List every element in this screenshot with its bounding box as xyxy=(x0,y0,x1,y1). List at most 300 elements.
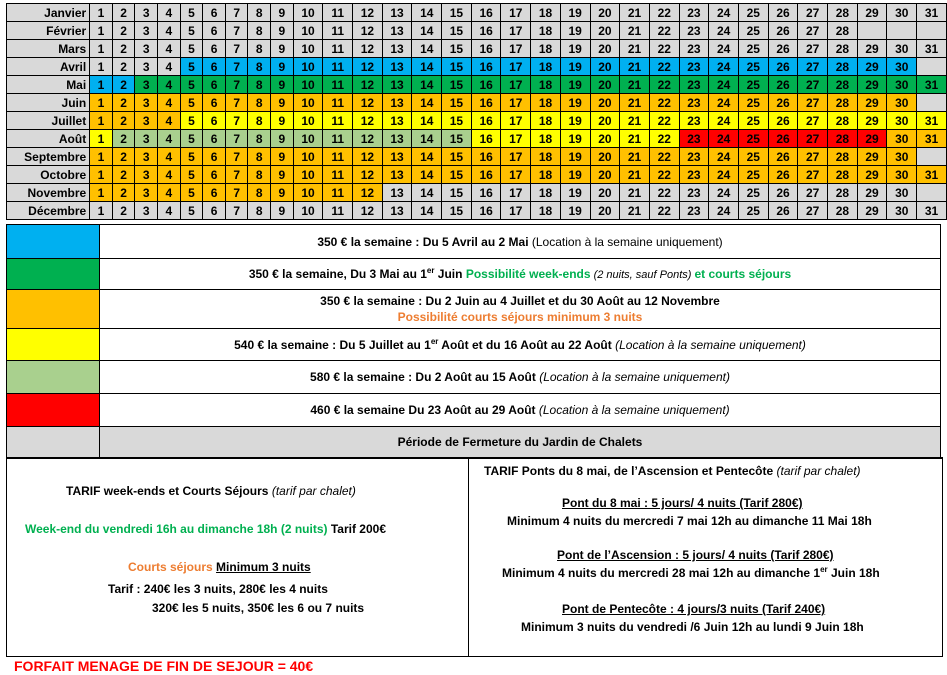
day-cell: 2 xyxy=(112,202,135,220)
day-cell: 25 xyxy=(738,4,768,22)
day-cell: 29 xyxy=(857,184,887,202)
day-cell: 2 xyxy=(112,4,135,22)
day-cell: 25 xyxy=(738,148,768,166)
day-cell: 21 xyxy=(620,166,650,184)
day-cell: 9 xyxy=(271,58,294,76)
legend-green-courts: et courts séjours xyxy=(694,266,792,281)
day-cell: 3 xyxy=(135,76,158,94)
day-cell: 27 xyxy=(798,22,828,40)
day-cell: 1 xyxy=(90,4,113,22)
day-cell: 11 xyxy=(323,4,353,22)
day-cell: 15 xyxy=(442,40,472,58)
day-cell: 17 xyxy=(501,22,531,40)
day-cell: 8 xyxy=(248,58,271,76)
day-cell: 12 xyxy=(353,184,383,202)
pont-pentecote-text: Minimum 3 nuits du vendredi /6 Juin 12h au lundi 9 Juin 18h xyxy=(521,620,864,634)
day-cell: 3 xyxy=(135,40,158,58)
day-cell: 22 xyxy=(649,166,679,184)
day-cell: 24 xyxy=(709,22,739,40)
day-cell: 26 xyxy=(768,22,798,40)
month-label: Septembre xyxy=(7,148,90,166)
day-cell: 3 xyxy=(135,130,158,148)
day-cell xyxy=(917,148,947,166)
month-label: Octobre xyxy=(7,166,90,184)
day-cell: 24 xyxy=(709,166,739,184)
month-label: Mars xyxy=(7,40,90,58)
day-cell: 21 xyxy=(620,112,650,130)
day-cell: 26 xyxy=(768,130,798,148)
day-cell: 20 xyxy=(590,184,620,202)
day-cell: 17 xyxy=(501,58,531,76)
day-cell: 2 xyxy=(112,130,135,148)
day-cell: 18 xyxy=(531,76,561,94)
day-cell: 26 xyxy=(768,4,798,22)
day-cell: 12 xyxy=(353,40,383,58)
day-cell: 15 xyxy=(442,202,472,220)
day-cell: 7 xyxy=(225,166,248,184)
courts-tarif-line2: 320€ les 5 nuits, 350€ les 6 ou 7 nuits xyxy=(152,601,365,615)
day-cell: 20 xyxy=(590,58,620,76)
day-cell: 3 xyxy=(135,4,158,22)
calendar-row xyxy=(7,148,947,166)
day-cell: 2 xyxy=(112,58,135,76)
day-cell: 18 xyxy=(531,4,561,22)
day-cell: 18 xyxy=(531,94,561,112)
day-cell: 11 xyxy=(323,148,353,166)
day-cell: 2 xyxy=(112,184,135,202)
day-cell: 18 xyxy=(531,166,561,184)
day-cell: 18 xyxy=(531,58,561,76)
day-cell: 19 xyxy=(560,130,590,148)
day-cell: 5 xyxy=(180,202,203,220)
day-cell: 8 xyxy=(248,4,271,22)
day-cell: 20 xyxy=(590,148,620,166)
calendar-table xyxy=(6,3,947,220)
day-cell: 14 xyxy=(412,112,442,130)
day-cell: 4 xyxy=(158,166,181,184)
day-cell: 25 xyxy=(738,94,768,112)
day-cell: 22 xyxy=(649,40,679,58)
day-cell: 8 xyxy=(248,184,271,202)
day-cell: 17 xyxy=(501,184,531,202)
day-cell xyxy=(917,58,947,76)
day-cell: 15 xyxy=(442,94,472,112)
day-cell: 3 xyxy=(135,94,158,112)
day-cell: 6 xyxy=(203,148,226,166)
day-cell: 19 xyxy=(560,22,590,40)
day-cell: 20 xyxy=(590,22,620,40)
day-cell: 28 xyxy=(828,184,858,202)
day-cell: 18 xyxy=(531,22,561,40)
day-cell: 11 xyxy=(323,202,353,220)
day-cell: 30 xyxy=(887,130,917,148)
day-cell: 8 xyxy=(248,94,271,112)
day-cell: 19 xyxy=(560,4,590,22)
day-cell: 2 xyxy=(112,112,135,130)
day-cell: 28 xyxy=(828,112,858,130)
day-cell: 5 xyxy=(180,148,203,166)
day-cell: 4 xyxy=(158,130,181,148)
day-cell: 4 xyxy=(158,58,181,76)
legend-green-note: (2 nuits, sauf Ponts) xyxy=(590,268,695,281)
legend-green-weekends: Possibilité week-ends xyxy=(465,266,591,281)
day-cell: 24 xyxy=(709,130,739,148)
day-cell: 20 xyxy=(590,40,620,58)
day-cell: 9 xyxy=(271,22,294,40)
day-cell: 5 xyxy=(180,184,203,202)
day-cell: 6 xyxy=(203,130,226,148)
ponts-title: TARIF Ponts du 8 mai, de l’Ascension et Pentecôte xyxy=(484,464,774,478)
day-cell: 27 xyxy=(798,40,828,58)
day-cell: 9 xyxy=(271,76,294,94)
day-cell: 12 xyxy=(353,76,383,94)
day-cell: 5 xyxy=(180,130,203,148)
day-cell: 25 xyxy=(738,166,768,184)
day-cell: 7 xyxy=(225,40,248,58)
day-cell: 5 xyxy=(180,112,203,130)
day-cell: 14 xyxy=(412,148,442,166)
day-cell: 11 xyxy=(323,76,353,94)
day-cell: 25 xyxy=(738,112,768,130)
day-cell: 30 xyxy=(887,4,917,22)
tariff-legend xyxy=(6,224,941,458)
day-cell: 4 xyxy=(158,94,181,112)
day-cell: 25 xyxy=(738,202,768,220)
day-cell: 24 xyxy=(709,40,739,58)
day-cell: 12 xyxy=(353,166,383,184)
day-cell: 1 xyxy=(90,148,113,166)
day-cell: 20 xyxy=(590,112,620,130)
day-cell: 31 xyxy=(917,202,947,220)
legend-green-text-b: Juin xyxy=(434,266,466,281)
day-cell: 16 xyxy=(471,112,501,130)
day-cell: 10 xyxy=(293,148,323,166)
day-cell: 6 xyxy=(203,112,226,130)
day-cell: 3 xyxy=(135,148,158,166)
day-cell: 18 xyxy=(531,130,561,148)
day-cell: 6 xyxy=(203,4,226,22)
day-cell: 13 xyxy=(382,22,412,40)
day-cell: 23 xyxy=(679,76,709,94)
day-cell: 23 xyxy=(679,94,709,112)
day-cell: 29 xyxy=(857,40,887,58)
day-cell: 29 xyxy=(857,148,887,166)
day-cell: 9 xyxy=(271,202,294,220)
legend-yellow-note: (Location à la semaine uniquement) xyxy=(611,337,806,352)
day-cell: 20 xyxy=(590,166,620,184)
day-cell: 11 xyxy=(323,58,353,76)
month-label: Mai xyxy=(7,76,90,94)
day-cell: 28 xyxy=(828,202,858,220)
day-cell: 24 xyxy=(709,4,739,22)
day-cell: 5 xyxy=(180,94,203,112)
day-cell: 16 xyxy=(471,4,501,22)
day-cell: 3 xyxy=(135,112,158,130)
day-cell: 20 xyxy=(590,4,620,22)
day-cell: 15 xyxy=(442,112,472,130)
day-cell: 23 xyxy=(679,148,709,166)
day-cell: 13 xyxy=(382,112,412,130)
day-cell: 16 xyxy=(471,148,501,166)
day-cell: 4 xyxy=(158,40,181,58)
day-cell: 29 xyxy=(857,94,887,112)
day-cell: 14 xyxy=(412,76,442,94)
day-cell: 10 xyxy=(293,58,323,76)
day-cell: 4 xyxy=(158,184,181,202)
legend-orange-note: Possibilité courts séjours minimum 3 nuits xyxy=(397,310,643,324)
weekend-price: Tarif 200€ xyxy=(327,522,386,536)
day-cell: 19 xyxy=(560,148,590,166)
day-cell: 22 xyxy=(649,202,679,220)
legend-row-grey xyxy=(6,427,941,458)
day-cell: 15 xyxy=(442,184,472,202)
legend-green-sup: er xyxy=(426,265,435,275)
calendar-row xyxy=(7,202,947,220)
day-cell: 4 xyxy=(158,22,181,40)
pont-8mai-text: Minimum 4 nuits du mercredi 7 mai 12h au dimanche 11 Mai 18h xyxy=(507,514,872,528)
day-cell: 3 xyxy=(135,202,158,220)
month-label: Juin xyxy=(7,94,90,112)
calendar-row xyxy=(7,76,947,94)
day-cell: 2 xyxy=(112,148,135,166)
day-cell: 30 xyxy=(887,112,917,130)
legend-swatch-orange xyxy=(7,290,100,328)
day-cell: 13 xyxy=(382,40,412,58)
day-cell: 25 xyxy=(738,184,768,202)
day-cell: 23 xyxy=(679,22,709,40)
day-cell: 14 xyxy=(412,202,442,220)
day-cell: 1 xyxy=(90,112,113,130)
day-cell: 17 xyxy=(501,94,531,112)
day-cell: 14 xyxy=(412,130,442,148)
day-cell: 25 xyxy=(738,40,768,58)
day-cell: 5 xyxy=(180,76,203,94)
day-cell: 15 xyxy=(442,148,472,166)
day-cell: 16 xyxy=(471,166,501,184)
day-cell: 8 xyxy=(248,76,271,94)
day-cell: 19 xyxy=(560,184,590,202)
legend-yellow-text: 540 € la semaine : Du 5 Juillet au 1 xyxy=(234,337,431,352)
day-cell: 24 xyxy=(709,112,739,130)
day-cell: 30 xyxy=(887,184,917,202)
day-cell: 22 xyxy=(649,4,679,22)
day-cell: 17 xyxy=(501,112,531,130)
day-cell: 14 xyxy=(412,166,442,184)
day-cell: 26 xyxy=(768,112,798,130)
calendar-row xyxy=(7,166,947,184)
legend-swatch-green xyxy=(7,259,100,289)
day-cell: 27 xyxy=(798,4,828,22)
day-cell: 6 xyxy=(203,202,226,220)
day-cell: 8 xyxy=(248,202,271,220)
day-cell: 9 xyxy=(271,4,294,22)
day-cell: 19 xyxy=(560,40,590,58)
day-cell: 23 xyxy=(679,4,709,22)
day-cell: 15 xyxy=(442,22,472,40)
day-cell: 6 xyxy=(203,22,226,40)
day-cell: 19 xyxy=(560,112,590,130)
day-cell: 24 xyxy=(709,76,739,94)
day-cell: 31 xyxy=(917,166,947,184)
day-cell: 17 xyxy=(501,166,531,184)
day-cell: 10 xyxy=(293,184,323,202)
day-cell: 27 xyxy=(798,148,828,166)
day-cell: 16 xyxy=(471,202,501,220)
calendar-row xyxy=(7,112,947,130)
day-cell: 29 xyxy=(857,166,887,184)
day-cell: 17 xyxy=(501,130,531,148)
tariff-details xyxy=(6,457,943,657)
day-cell: 14 xyxy=(412,4,442,22)
day-cell: 12 xyxy=(353,94,383,112)
legend-yellow-text-b: Août et du 16 Août au 22 Août xyxy=(438,337,612,352)
day-cell: 12 xyxy=(353,22,383,40)
day-cell: 3 xyxy=(135,22,158,40)
day-cell: 30 xyxy=(887,148,917,166)
legend-yellow-sup: er xyxy=(430,336,439,346)
day-cell: 12 xyxy=(353,112,383,130)
day-cell: 14 xyxy=(412,22,442,40)
day-cell: 7 xyxy=(225,112,248,130)
day-cell: 30 xyxy=(887,76,917,94)
day-cell: 8 xyxy=(248,112,271,130)
legend-row-green xyxy=(6,259,941,290)
day-cell: 16 xyxy=(471,94,501,112)
calendar-row xyxy=(7,184,947,202)
calendar-row xyxy=(7,58,947,76)
day-cell: 27 xyxy=(798,94,828,112)
day-cell: 10 xyxy=(293,202,323,220)
day-cell: 29 xyxy=(857,202,887,220)
day-cell: 3 xyxy=(135,58,158,76)
day-cell: 23 xyxy=(679,112,709,130)
day-cell: 24 xyxy=(709,58,739,76)
calendar-row xyxy=(7,94,947,112)
day-cell: 10 xyxy=(293,40,323,58)
day-cell: 27 xyxy=(798,166,828,184)
pont-8mai-title: Pont du 8 mai : 5 jours/ 4 nuits (Tarif 280€) xyxy=(562,496,803,510)
day-cell: 19 xyxy=(560,94,590,112)
legend-swatch-yellow xyxy=(7,329,100,360)
day-cell: 21 xyxy=(620,40,650,58)
day-cell: 6 xyxy=(203,58,226,76)
day-cell: 13 xyxy=(382,184,412,202)
day-cell: 28 xyxy=(828,4,858,22)
day-cell: 17 xyxy=(501,148,531,166)
weekend-tariff-title: TARIF week-ends et Courts Séjours xyxy=(66,484,269,498)
day-cell: 3 xyxy=(135,166,158,184)
legend-orange-text: 350 € la semaine : Du 2 Juin au 4 Juillet et du 30 Août au 12 Novembre xyxy=(320,294,720,308)
legend-row-lightgreen xyxy=(6,361,941,394)
day-cell: 9 xyxy=(271,184,294,202)
day-cell: 28 xyxy=(828,94,858,112)
day-cell: 18 xyxy=(531,202,561,220)
day-cell: 16 xyxy=(471,22,501,40)
month-label: Janvier xyxy=(7,4,90,22)
day-cell: 21 xyxy=(620,184,650,202)
day-cell: 21 xyxy=(620,130,650,148)
day-cell: 4 xyxy=(158,76,181,94)
legend-lightgreen-text: 580 € la semaine : Du 2 Août au 15 Août xyxy=(310,370,536,384)
day-cell: 24 xyxy=(709,202,739,220)
pont-pentecote-title: Pont de Pentecôte : 4 jours/3 nuits (Tarif 240€) xyxy=(562,602,826,616)
weekend-tariff-box xyxy=(7,459,469,656)
legend-red-note: (Location à la semaine uniquement) xyxy=(538,403,730,417)
day-cell: 21 xyxy=(620,148,650,166)
day-cell: 26 xyxy=(768,94,798,112)
legend-grey-text: Période de Fermeture du Jardin de Chalets xyxy=(397,435,643,449)
day-cell: 30 xyxy=(887,202,917,220)
day-cell: 13 xyxy=(382,148,412,166)
day-cell xyxy=(887,22,917,40)
day-cell: 1 xyxy=(90,130,113,148)
day-cell: 2 xyxy=(112,166,135,184)
day-cell: 12 xyxy=(353,148,383,166)
day-cell: 31 xyxy=(917,40,947,58)
day-cell: 22 xyxy=(649,148,679,166)
legend-swatch-lightgreen xyxy=(7,361,100,393)
pont-ascension-text-b: Juin 18h xyxy=(827,566,880,580)
day-cell: 22 xyxy=(649,94,679,112)
day-cell: 10 xyxy=(293,166,323,184)
day-cell: 26 xyxy=(768,148,798,166)
day-cell: 7 xyxy=(225,94,248,112)
day-cell: 12 xyxy=(353,58,383,76)
day-cell: 31 xyxy=(917,130,947,148)
day-cell: 11 xyxy=(323,112,353,130)
day-cell: 13 xyxy=(382,76,412,94)
courts-sejours-min: Minimum 3 nuits xyxy=(216,560,311,574)
day-cell: 26 xyxy=(768,202,798,220)
day-cell: 8 xyxy=(248,40,271,58)
month-label: Février xyxy=(7,22,90,40)
day-cell: 9 xyxy=(271,112,294,130)
legend-row-blue xyxy=(6,224,941,259)
day-cell: 24 xyxy=(709,94,739,112)
day-cell: 21 xyxy=(620,76,650,94)
day-cell: 7 xyxy=(225,76,248,94)
day-cell: 8 xyxy=(248,130,271,148)
day-cell: 15 xyxy=(442,58,472,76)
day-cell: 11 xyxy=(323,166,353,184)
day-cell: 1 xyxy=(90,184,113,202)
day-cell: 21 xyxy=(620,22,650,40)
day-cell: 25 xyxy=(738,76,768,94)
day-cell: 5 xyxy=(180,4,203,22)
day-cell: 23 xyxy=(679,58,709,76)
day-cell: 29 xyxy=(857,4,887,22)
day-cell: 15 xyxy=(442,130,472,148)
day-cell: 26 xyxy=(768,58,798,76)
day-cell: 18 xyxy=(531,148,561,166)
pont-ascension-sup: er xyxy=(820,565,828,574)
day-cell: 13 xyxy=(382,166,412,184)
day-cell: 6 xyxy=(203,184,226,202)
day-cell: 20 xyxy=(590,94,620,112)
day-cell: 7 xyxy=(225,22,248,40)
legend-lightgreen-note: (Location à la semaine uniquement) xyxy=(539,370,730,384)
day-cell: 18 xyxy=(531,40,561,58)
day-cell: 16 xyxy=(471,184,501,202)
day-cell: 9 xyxy=(271,130,294,148)
day-cell: 20 xyxy=(590,130,620,148)
legend-row-yellow xyxy=(6,329,941,361)
day-cell: 23 xyxy=(679,184,709,202)
day-cell: 25 xyxy=(738,58,768,76)
day-cell: 28 xyxy=(828,22,858,40)
day-cell: 11 xyxy=(323,184,353,202)
courts-sejours-label: Courts séjours xyxy=(128,560,213,574)
